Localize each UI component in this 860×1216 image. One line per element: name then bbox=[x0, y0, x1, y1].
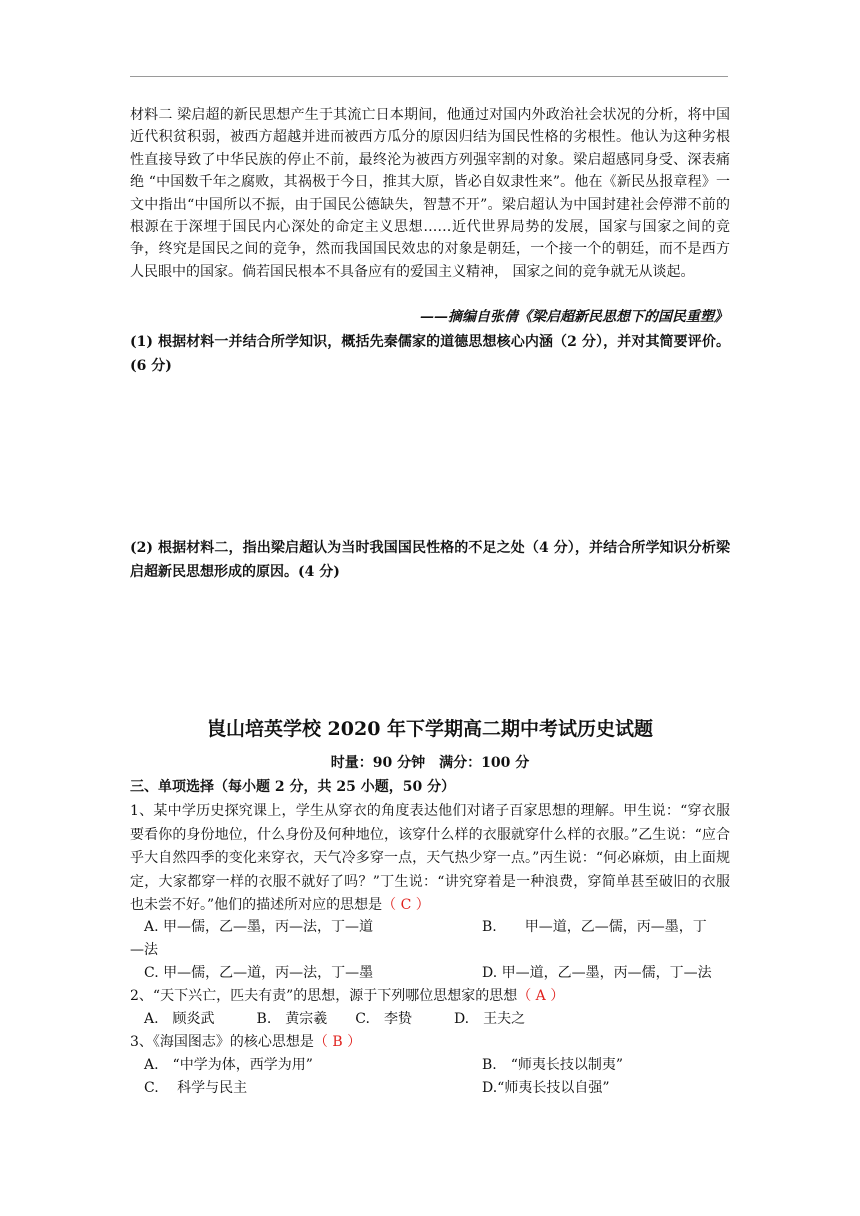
exam-subtitle: 时量：90 分钟 满分：100 分 bbox=[330, 755, 530, 771]
mc-question-3 bbox=[130, 1031, 361, 1051]
mc-q3-option-d: D.“师夷长技以自强” bbox=[482, 1080, 610, 1096]
mc-question-2-stem: 2、“天下兴亡，匹夫有责”的思想，源于下列哪位思想家的思想 bbox=[130, 988, 518, 1004]
exam-title: 崀山培英学校 2020 年下学期高二期中考试历史试题 bbox=[206, 718, 654, 740]
question-1: (1) 根据材料一并结合所学知识，概括先秦儒家的道德思想核心内涵（2 分），并对其简要评价。(6 分) bbox=[130, 334, 730, 374]
material-two-paragraph: 材料二 梁启超的新民思想产生于其流亡日本期间，他通过对国内外政治社会状况的分析，将中国近代积贫积弱，被西方超越并进而被西方瓜分的原因归结为国民性格的劣根性。他认为这种劣根性直接导致了中华民族的停止不前，最终沦为被西方列强宰割的对象。梁启超感同身受、深表痛绝 “中国数千年之腐败，其祸极于今日，推其大原，皆必自奴隶性来”。他在《新民丛报章程》一文中指出“中国所以不振，由于国民公德缺失，智慧不开”。梁启超认为中国封建社会停滞不前的根源在于深埋于国民内心深处的命定主义思想……近代世界局势的发展，国家与国家之间的竞争，终究是国民之间的竞争，然而我国国民效忠的对象是朝廷，一个接一个的朝廷，而不是西方人民眼中的国家。倘若国民根本不具备应有的爱国主义精神， 国家之间的竞争就无从谈起。 bbox=[130, 107, 730, 280]
mc-question-1-answer: （ C ） bbox=[382, 897, 430, 914]
mc-q3-option-b: B. “师夷长技以制夷” bbox=[482, 1057, 624, 1073]
mc-question-2-answer: （ A ） bbox=[517, 988, 565, 1004]
mc-q1-option-a: A. 甲—儒，乙—墨，丙—法，丁—道 bbox=[144, 919, 374, 935]
mc-question-1-stem: 1、某中学历史探究课上，学生从穿衣的角度表达他们对诸子百家思想的理解。甲生说：“穿衣服要看你的身份地位，什么身份及何种地位，该穿什么样的衣服就穿什么样的衣服。”乙生说：“应合乎大自然四季的变化来穿衣，天气冷多穿一点，天气热少穿一点。”丙生说：“何必麻烦，由上面规定，大家都穿一样的衣服不就好了吗？”丁生说：“讲究穿着是一种浪费，穿简单甚至破旧的衣服也未尝不好。”他们的描述所对应的思想是 bbox=[130, 803, 730, 914]
mc-question-3-answer: （ B ） bbox=[313, 1034, 362, 1050]
mc-q1-option-b: B. 甲—道，乙—儒，丙—墨，丁 bbox=[482, 919, 707, 935]
mc-q2-options: A. 顾炎武 B. 黄宗羲 C. 李贽 D. 王夫之 bbox=[144, 1011, 526, 1027]
section-heading: 三、单项选择（每小题 2 分，共 25 小题，50 分） bbox=[130, 779, 456, 795]
mc-q1-option-c: C. 甲—儒，乙—道，丙—法，丁—墨 bbox=[144, 965, 374, 981]
mc-q3-option-c: C. 科学与民主 bbox=[144, 1080, 248, 1096]
mc-question-1 bbox=[130, 800, 730, 918]
header-rule bbox=[130, 76, 728, 77]
mc-q1-option-d: D. 甲—道，乙—墨，丙—儒，丁—法 bbox=[482, 965, 712, 981]
mc-question-3-stem: 3、《海国图志》的核心思想是 bbox=[130, 1034, 314, 1050]
question-2: (2) 根据材料二，指出梁启超认为当时我国国民性格的不足之处（4 分），并结合所学知识分析梁启超新民思想形成的原因。(4 分) bbox=[130, 540, 730, 580]
mc-q1-option-b-tail: —法 bbox=[130, 942, 158, 958]
mc-q3-option-a: A. “中学为体，西学为用” bbox=[144, 1057, 313, 1073]
material-two-source: ——摘编自张倩《梁启超新民思想下的国民重塑》 bbox=[420, 309, 728, 325]
mc-question-2 bbox=[130, 985, 564, 1005]
